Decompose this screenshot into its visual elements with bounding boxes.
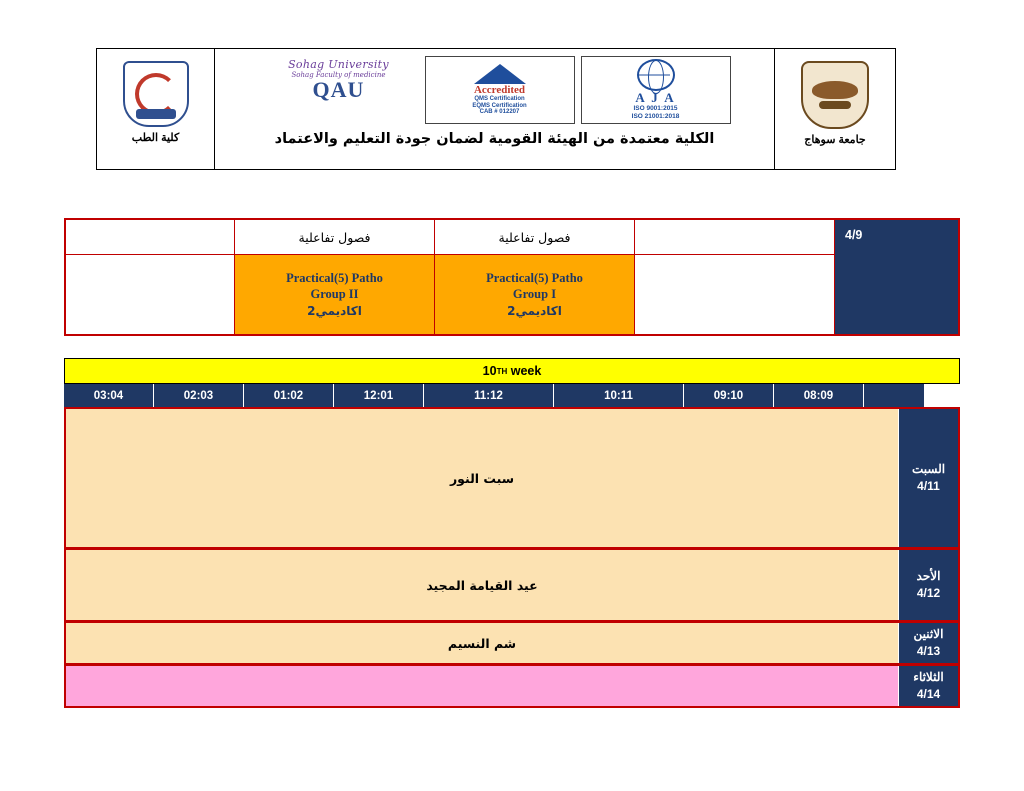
day-date: 4/13: [916, 644, 941, 658]
schedule-cell-group2: [234, 220, 434, 334]
day-date: 4/12: [916, 586, 941, 600]
accreditation-statement: الكلية معتمدة من الهيئة القومية لضمان جودة التعليم والاعتماد: [274, 131, 715, 147]
day-content-monday: شم النسيم: [66, 623, 898, 663]
faculty-logo-cell: [97, 49, 215, 169]
schedule-cell-group1: [434, 220, 634, 334]
day-date: 4/14: [916, 687, 941, 701]
day-content-saturday: سبت النور: [66, 409, 898, 547]
table-row: [64, 407, 960, 549]
document-header: [96, 48, 896, 170]
schedule-empty-column: [634, 220, 834, 334]
day-label-sunday: [898, 550, 958, 620]
session-location-label: اكاديمي2: [507, 304, 562, 319]
time-header-row: [64, 384, 960, 408]
table-row: [64, 548, 960, 622]
time-slot-0203: 02:03: [154, 384, 244, 407]
faculty-name-label: كلية الطب: [131, 132, 180, 144]
session-detail: [435, 255, 634, 334]
egmac-accreditation-logo: [425, 56, 575, 124]
week-number: 10: [482, 364, 497, 378]
accreditation-cell: [215, 49, 775, 169]
faculty-shield-icon: [123, 61, 189, 127]
aja-name-label: A J A: [635, 90, 676, 106]
day-label-saturday: [898, 409, 958, 547]
aja-certification-logo: [581, 56, 731, 124]
egmac-line1-label: QMS Certification: [474, 95, 525, 102]
session-detail: [235, 255, 434, 334]
egmac-line2-label: EQMS Certification: [472, 102, 527, 109]
egmac-cab-label: CAB # 012207: [479, 109, 520, 116]
session-type-label: فصول تفاعلية: [435, 220, 634, 255]
session-title-line1: Practical(5) Patho: [286, 270, 383, 285]
schedule-blank-column: [64, 220, 234, 334]
day-name: الاثنين: [913, 626, 944, 641]
session-type-label: فصول تفاعلية: [235, 220, 434, 255]
aja-iso21001-label: ISO 21001:2018: [631, 113, 680, 121]
aja-iso9001-label: ISO 9001:2015: [633, 105, 678, 113]
globe-icon: [637, 59, 675, 91]
qau-logo: [259, 56, 419, 103]
egmac-accredited-label: Accredited: [473, 83, 526, 96]
time-slot-0809: 08:09: [774, 384, 864, 407]
session-title-line2: Group I: [512, 287, 557, 302]
egmac-triangle-icon: [474, 64, 526, 84]
day-content-tuesday: [66, 666, 898, 706]
table-row: [64, 621, 960, 665]
time-slot-0304: 03:04: [64, 384, 154, 407]
week-title: [64, 358, 960, 384]
day-name: الثلاثاء: [913, 669, 944, 684]
university-name-label: جامعة سوهاج: [804, 134, 866, 146]
time-slot-0910: 09:10: [684, 384, 774, 407]
time-slot-0102: 01:02: [244, 384, 334, 407]
day-name: السبت: [911, 461, 946, 476]
session-location-label: اكاديمي2: [307, 304, 362, 319]
qau-university-label: Sohag University: [288, 58, 389, 71]
time-slot-1201: 12:01: [334, 384, 424, 407]
day-label-tuesday: [898, 666, 958, 706]
day-column-header: [864, 384, 924, 407]
university-seal-icon: [801, 61, 869, 129]
qau-acronym-label: QAU: [312, 77, 365, 102]
week-word: week: [510, 364, 542, 378]
time-slot-1011: 10:11: [554, 384, 684, 407]
day-date: 4/11: [917, 479, 940, 493]
session-title-line1: Practical(5) Patho: [486, 270, 583, 285]
day-content-sunday: عيد القيامة المجيد: [66, 550, 898, 620]
week-ordinal: TH: [496, 366, 508, 376]
session-title-line2: Group II: [310, 287, 359, 302]
university-logo-cell: [775, 49, 895, 169]
time-slot-1112: 11:12: [424, 384, 554, 407]
qau-faculty-label: Sohag Faculty of medicine: [291, 71, 386, 79]
schedule-date-cell: 4/9: [834, 220, 960, 334]
accreditation-logo-row: [259, 53, 731, 128]
day-name: الأحد: [916, 568, 941, 583]
table-row: [64, 664, 960, 708]
day-label-monday: [898, 623, 958, 663]
week-schedule-table: [64, 358, 960, 708]
previous-day-schedule-table: [64, 218, 960, 336]
